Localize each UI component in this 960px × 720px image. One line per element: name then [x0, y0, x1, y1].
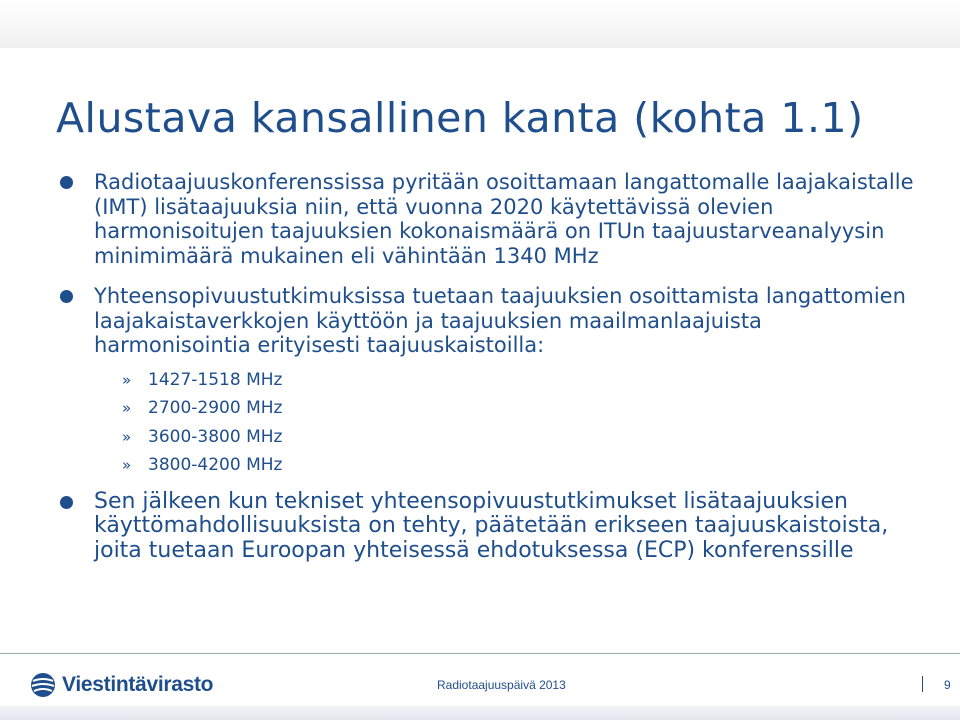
bullet-text: Sen jälkeen kun tekniset yhteensopivuustutkimukset lisätaajuuksien käyttömahdollisuuksista on tehty, päätetään erikseen taajuuskaistoista, joita tuetaan Euroopan yhteisessä ehdotuksessa (ECP) konferenssille: [94, 488, 889, 563]
bullet-dot-icon: [60, 290, 73, 303]
footer-event-name: Radiotaajuuspäivä 2013: [437, 678, 566, 692]
bullet-text: Yhteensopivuustutkimuksissa tuetaan taajuuksien osoittamista langattomien laajakaistaverkkojen käyttöön ja taajuuksien maailmanlaajuista harmonisointia erityisesti taajuuskaistoilla:: [94, 284, 906, 357]
frequency-band-text: 2700-2900 MHz: [148, 398, 283, 418]
bullet-item-2: [60, 284, 920, 358]
frequency-band-list: [60, 366, 920, 480]
frequency-band-item: [60, 451, 920, 480]
globe-logo-icon: [30, 672, 56, 698]
slide-content: [60, 170, 920, 563]
footer-divider: [0, 653, 960, 654]
bottom-band: [0, 706, 960, 720]
frequency-band-item: [60, 423, 920, 452]
bullet-item-3: [60, 490, 920, 564]
top-band: [0, 0, 960, 48]
bullet-dot-icon: [60, 496, 73, 509]
frequency-band-text: 1427-1518 MHz: [148, 369, 283, 390]
frequency-band-item: [60, 394, 920, 423]
slide-title: Alustava kansallinen kanta (kohta 1.1): [56, 94, 864, 142]
viestintavirasto-logo: [30, 670, 213, 700]
double-chevron-icon: »: [122, 456, 132, 474]
frequency-band-text: 3800-4200 MHz: [148, 455, 283, 475]
bullet-text: Radiotaajuuskonferenssissa pyritään osoittamaan langattomalle laajakaistalle (IMT) lisätaajuuksia niin, että vuonna 2020 käytettävissä olevien harmonisoitujen taajuuksien kokonaismäärä on ITUn taajuustarveanalyysin minimimäärä mukainen eli vähintään 1340 MHz: [94, 170, 914, 268]
double-chevron-icon: »: [122, 427, 132, 446]
frequency-band-text: 3600-3800 MHz: [148, 426, 283, 447]
bullet-dot-icon: [60, 176, 73, 189]
double-chevron-icon: »: [122, 399, 132, 417]
page-number: 9: [944, 678, 951, 692]
footer-separator: [922, 676, 923, 692]
bullet-item-1: [60, 170, 920, 268]
double-chevron-icon: »: [122, 370, 132, 389]
frequency-band-item: [60, 366, 920, 395]
logo-wordmark: Viestintävirasto: [62, 673, 214, 696]
